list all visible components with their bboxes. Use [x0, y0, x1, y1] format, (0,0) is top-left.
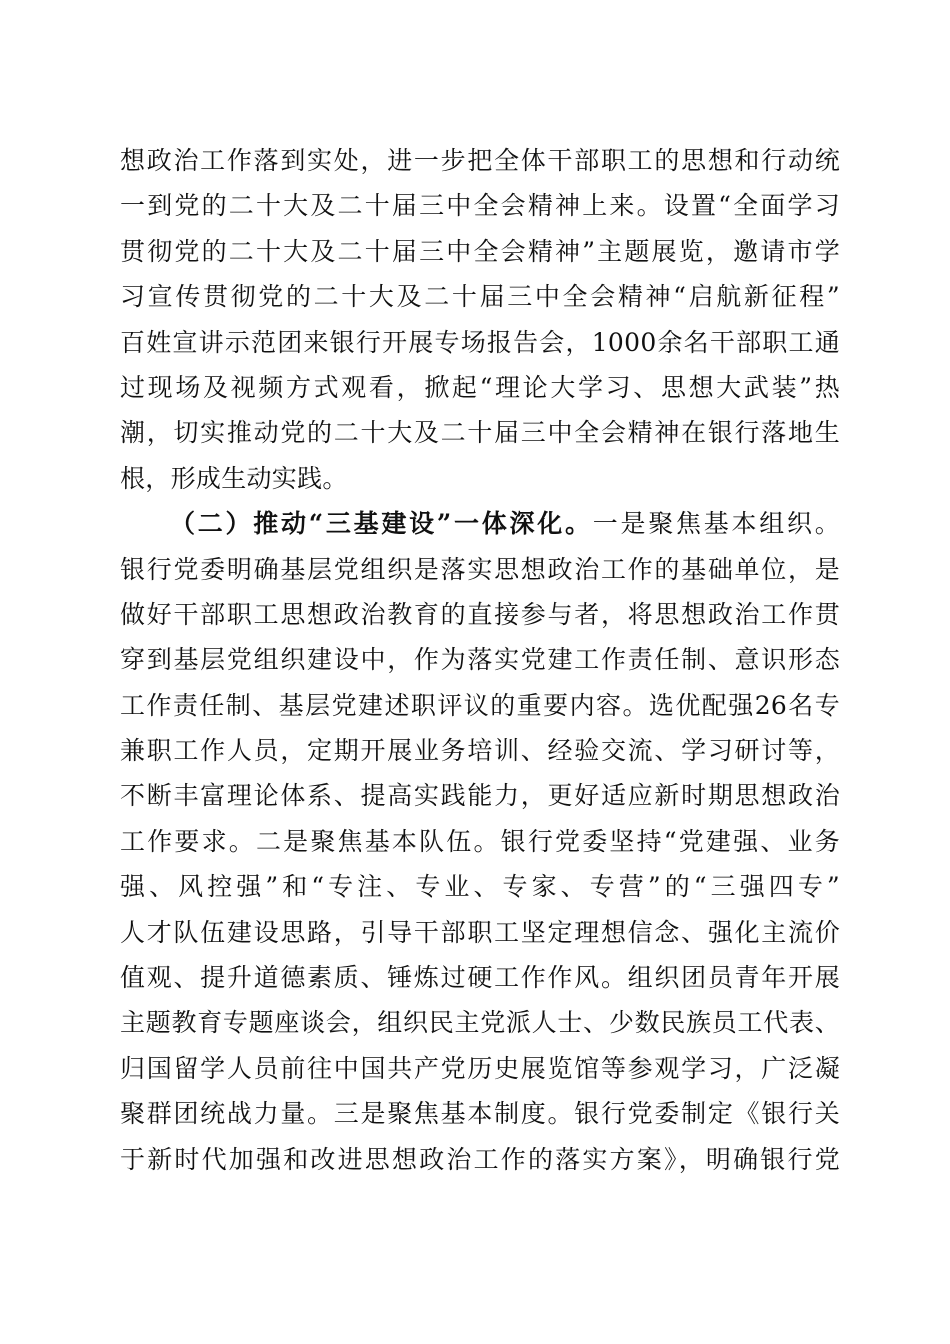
text-line: 聚群团统战力量。三是聚焦基本制度。银行党委制定《银行关: [120, 1099, 840, 1129]
text-line: 主题教育专题座谈会，组织民主党派人士、少数民族员工代表、: [120, 1008, 840, 1038]
text-line: 习宣传贯彻党的二十大及二十届三中全会精神“启航新征程”: [120, 282, 840, 312]
text-line: 根，形成生动实践。: [120, 463, 348, 493]
text-line: 工作要求。二是聚焦基本队伍。银行党委坚持“党建强、业务: [120, 826, 840, 856]
text-line: 做好干部职工思想政治教育的直接参与者，将思想政治工作贯: [120, 599, 840, 629]
section-heading-line: [120, 501, 840, 546]
text-line: 工作责任制、基层党建述职评议的重要内容。选优配强26名专: [120, 690, 840, 720]
text-line: 强、风控强”和“专注、专业、专家、专营”的“三强四专”: [120, 872, 840, 902]
text-line: 潮，切实推动党的二十大及二十届三中全会精神在银行落地生: [120, 418, 840, 448]
text-line: 穿到基层党组织建设中，作为落实党建工作责任制、意识形态: [120, 645, 840, 675]
text-line: 不断丰富理论体系、提高实践能力，更好适应新时期思想政治: [120, 781, 840, 811]
text-line: 于新时代加强和改进思想政治工作的落实方案》，明确银行党: [120, 1144, 840, 1174]
text-line: 一到党的二十大及二十届三中全会精神上来。设置“全面学习: [120, 191, 840, 221]
text-line: 想政治工作落到实处，进一步把全体干部职工的思想和行动统: [120, 146, 840, 175]
text-line: 兼职工作人员，定期开展业务培训、经验交流、学习研讨等，: [120, 736, 840, 766]
section-heading: （二）推动“三基建设”一体深化。: [170, 509, 593, 539]
text-line: 归国留学人员前往中国共产党历史展览馆等参观学习，广泛凝: [120, 1053, 840, 1083]
text-line: 银行党委明确基层党组织是落实思想政治工作的基础单位，是: [120, 554, 840, 584]
body-text: [120, 138, 840, 1182]
text-line: 过现场及视频方式观看，掀起“理论大学习、思想大武装”热: [120, 372, 840, 402]
text-line: 贯彻党的二十大及二十届三中全会精神”主题展览，邀请市学: [120, 236, 840, 266]
text-line: 百姓宣讲示范团来银行开展专场报告会，1000余名干部职工通: [120, 327, 840, 357]
text-line: 值观、提升道德素质、锤炼过硬工作作风。组织团员青年开展: [120, 963, 840, 993]
text-line: 人才队伍建设思路，引导干部职工坚定理想信念、强化主流价: [120, 917, 840, 947]
heading-rest: 一是聚焦基本组织。: [592, 509, 840, 539]
